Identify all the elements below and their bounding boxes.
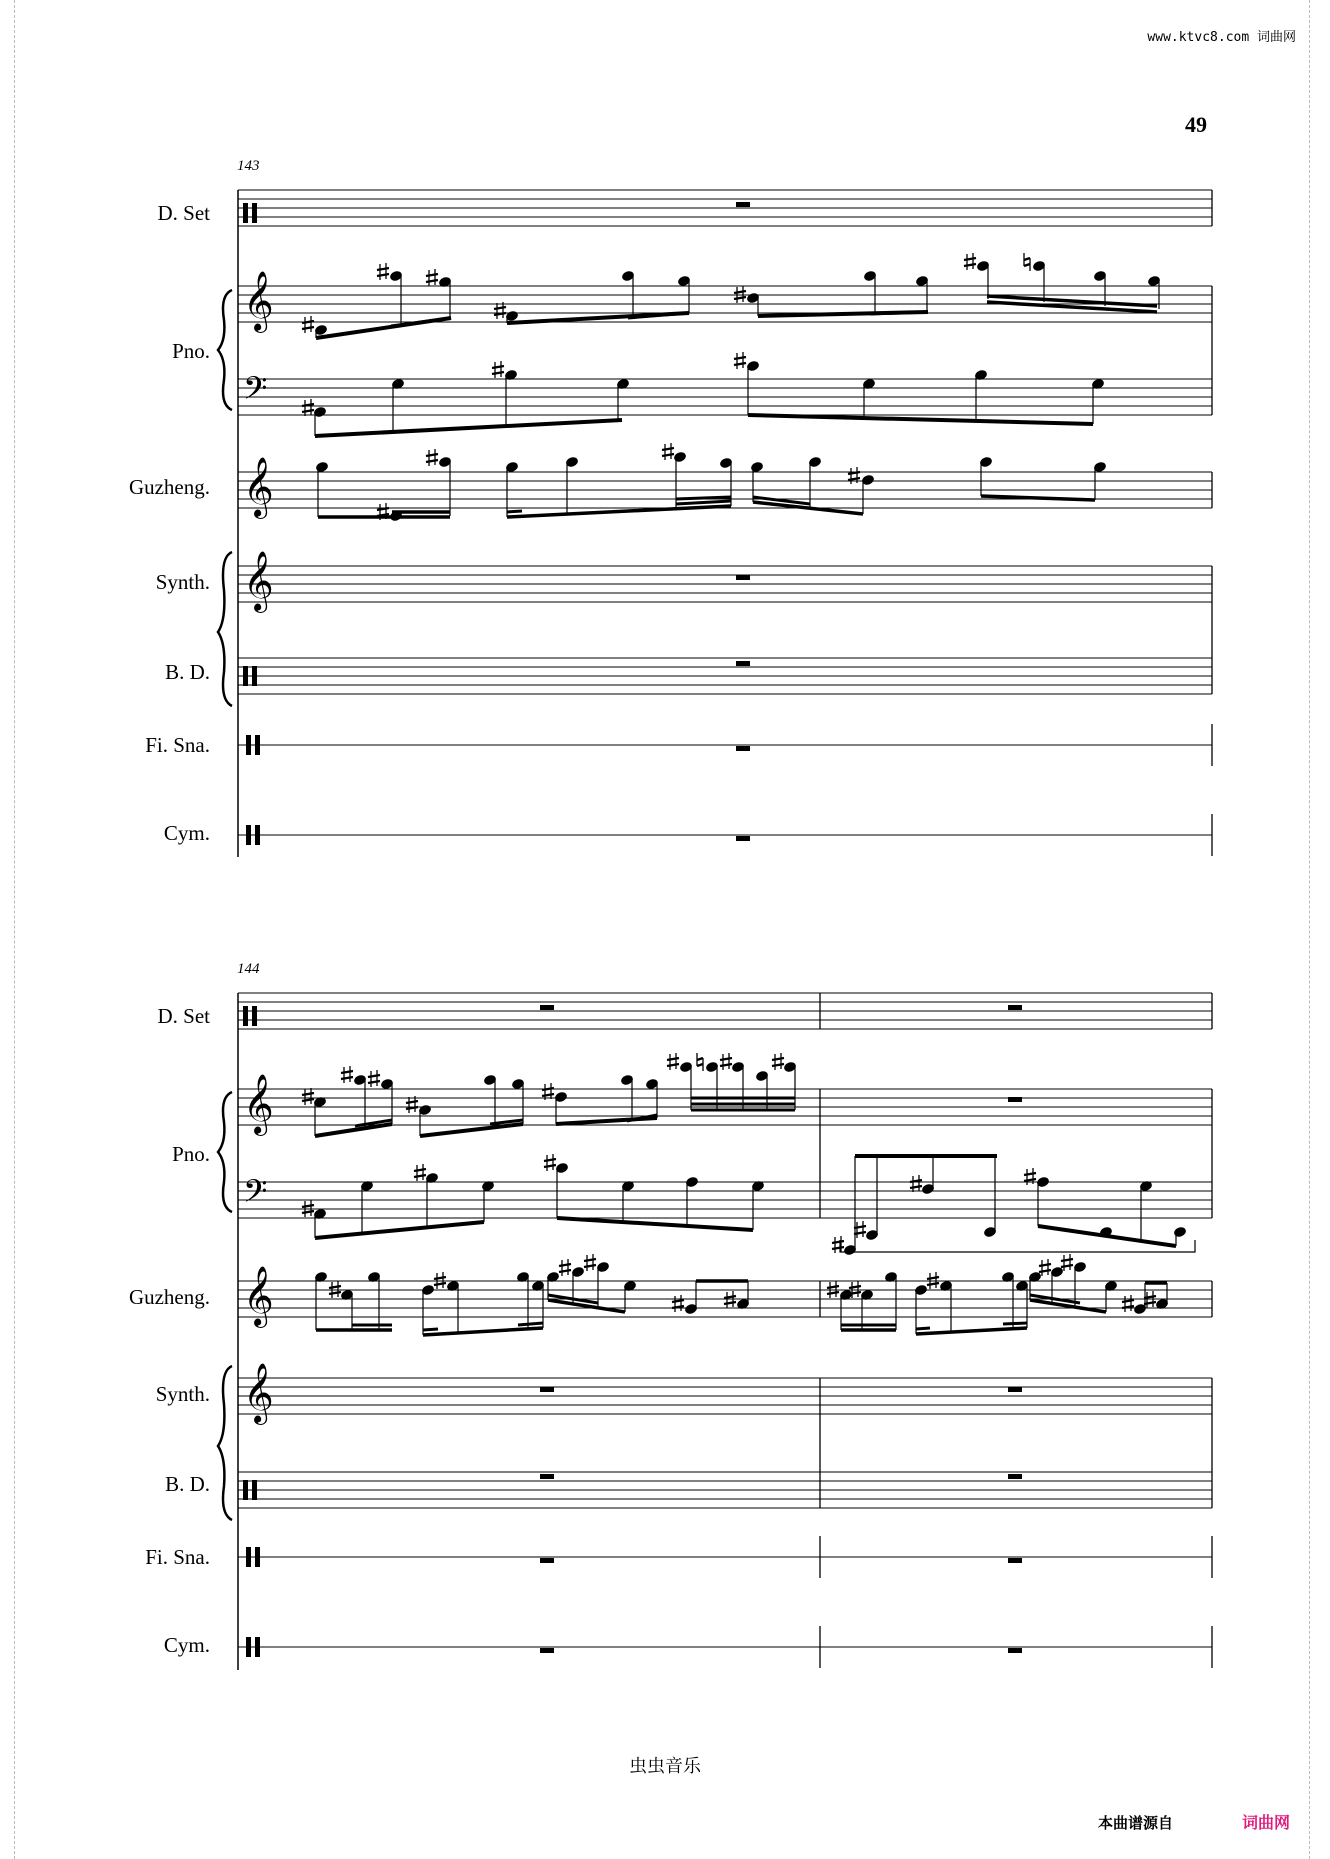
instrument-label: Cym. — [163, 821, 210, 845]
system-2 — [129, 961, 1212, 1670]
whole-rest — [540, 1387, 554, 1392]
whole-rest — [540, 1648, 554, 1653]
instrument-label: Guzheng. — [128, 475, 210, 499]
staff-bass-drum — [165, 1472, 1212, 1508]
whole-rest — [540, 1005, 554, 1010]
whole-rest — [1008, 1005, 1022, 1010]
instrument-label: Guzheng. — [128, 1285, 210, 1309]
guzheng-notes-m145 — [827, 1254, 1169, 1334]
staff-piano — [172, 253, 1212, 436]
piano-bass-notes — [302, 1154, 1195, 1256]
svg-text:𝄢: 𝄢 — [243, 1173, 268, 1217]
system-1 — [129, 158, 1212, 857]
staff-field-snare — [145, 1536, 1212, 1578]
svg-text:𝄞: 𝄞 — [243, 271, 274, 331]
page-number: 49 — [1185, 112, 1207, 137]
staff-guzheng — [129, 1254, 1212, 1335]
whole-rest — [1008, 1558, 1022, 1563]
piano-bass-notes — [302, 352, 1105, 436]
staff-drum-set — [158, 993, 1213, 1029]
instrument-label: D. Set — [157, 1004, 210, 1028]
instrument-label: B. D. — [165, 1472, 210, 1496]
staff-bass-drum — [165, 658, 1212, 694]
footer-watermark-text: 虫虫音乐 — [629, 1756, 701, 1777]
instrument-label: Pno. — [172, 1142, 210, 1166]
whole-rest — [540, 1558, 554, 1563]
whole-rest — [1008, 1648, 1022, 1653]
whole-rest — [540, 1474, 554, 1479]
staff-synth — [156, 551, 1212, 694]
whole-rest — [1008, 1387, 1022, 1392]
footer-logo[interactable]: 词曲网 — [1242, 1813, 1291, 1832]
instrument-label: Pno. — [172, 339, 210, 363]
measure-number: 144 — [237, 961, 260, 977]
svg-text:𝄞: 𝄞 — [243, 457, 274, 517]
instrument-label: Synth. — [155, 1382, 210, 1406]
instrument-label: D. Set — [157, 201, 210, 225]
svg-text:𝄢: 𝄢 — [243, 370, 268, 414]
whole-rest — [736, 746, 750, 751]
whole-rest — [1008, 1474, 1022, 1479]
guzheng-notes — [315, 443, 1107, 522]
svg-text:𝄞: 𝄞 — [243, 1074, 274, 1134]
staff-field-snare — [145, 724, 1212, 766]
svg-text:𝄞: 𝄞 — [243, 1266, 274, 1326]
guzheng-notes-m144 — [314, 1254, 750, 1335]
instrument-label: Synth. — [155, 570, 210, 594]
staff-piano — [172, 1053, 1212, 1256]
staff-drum-set — [158, 190, 1213, 226]
staff-cymbal — [164, 1626, 1212, 1668]
piano-treble-notes — [302, 1053, 797, 1136]
svg-text:𝄞: 𝄞 — [243, 551, 274, 611]
whole-rest — [1008, 1097, 1022, 1102]
instrument-label: Fi. Sna. — [145, 733, 210, 757]
footer-source-text: 本曲谱源自 — [1098, 1814, 1174, 1832]
whole-rest — [736, 202, 750, 207]
svg-text:𝄞: 𝄞 — [243, 1363, 274, 1423]
instrument-label: Cym. — [163, 1633, 210, 1657]
instrument-label: B. D. — [165, 660, 210, 684]
whole-rest — [736, 575, 750, 580]
measure-number: 143 — [237, 158, 260, 174]
staff-cymbal — [164, 814, 1212, 856]
whole-rest — [736, 661, 750, 666]
instrument-label: Fi. Sna. — [145, 1545, 210, 1569]
site-url[interactable]: www.ktvc8.com 词曲网 — [1147, 30, 1296, 45]
whole-rest — [736, 836, 750, 841]
staff-guzheng — [129, 443, 1212, 522]
staff-synth — [156, 1363, 1212, 1508]
